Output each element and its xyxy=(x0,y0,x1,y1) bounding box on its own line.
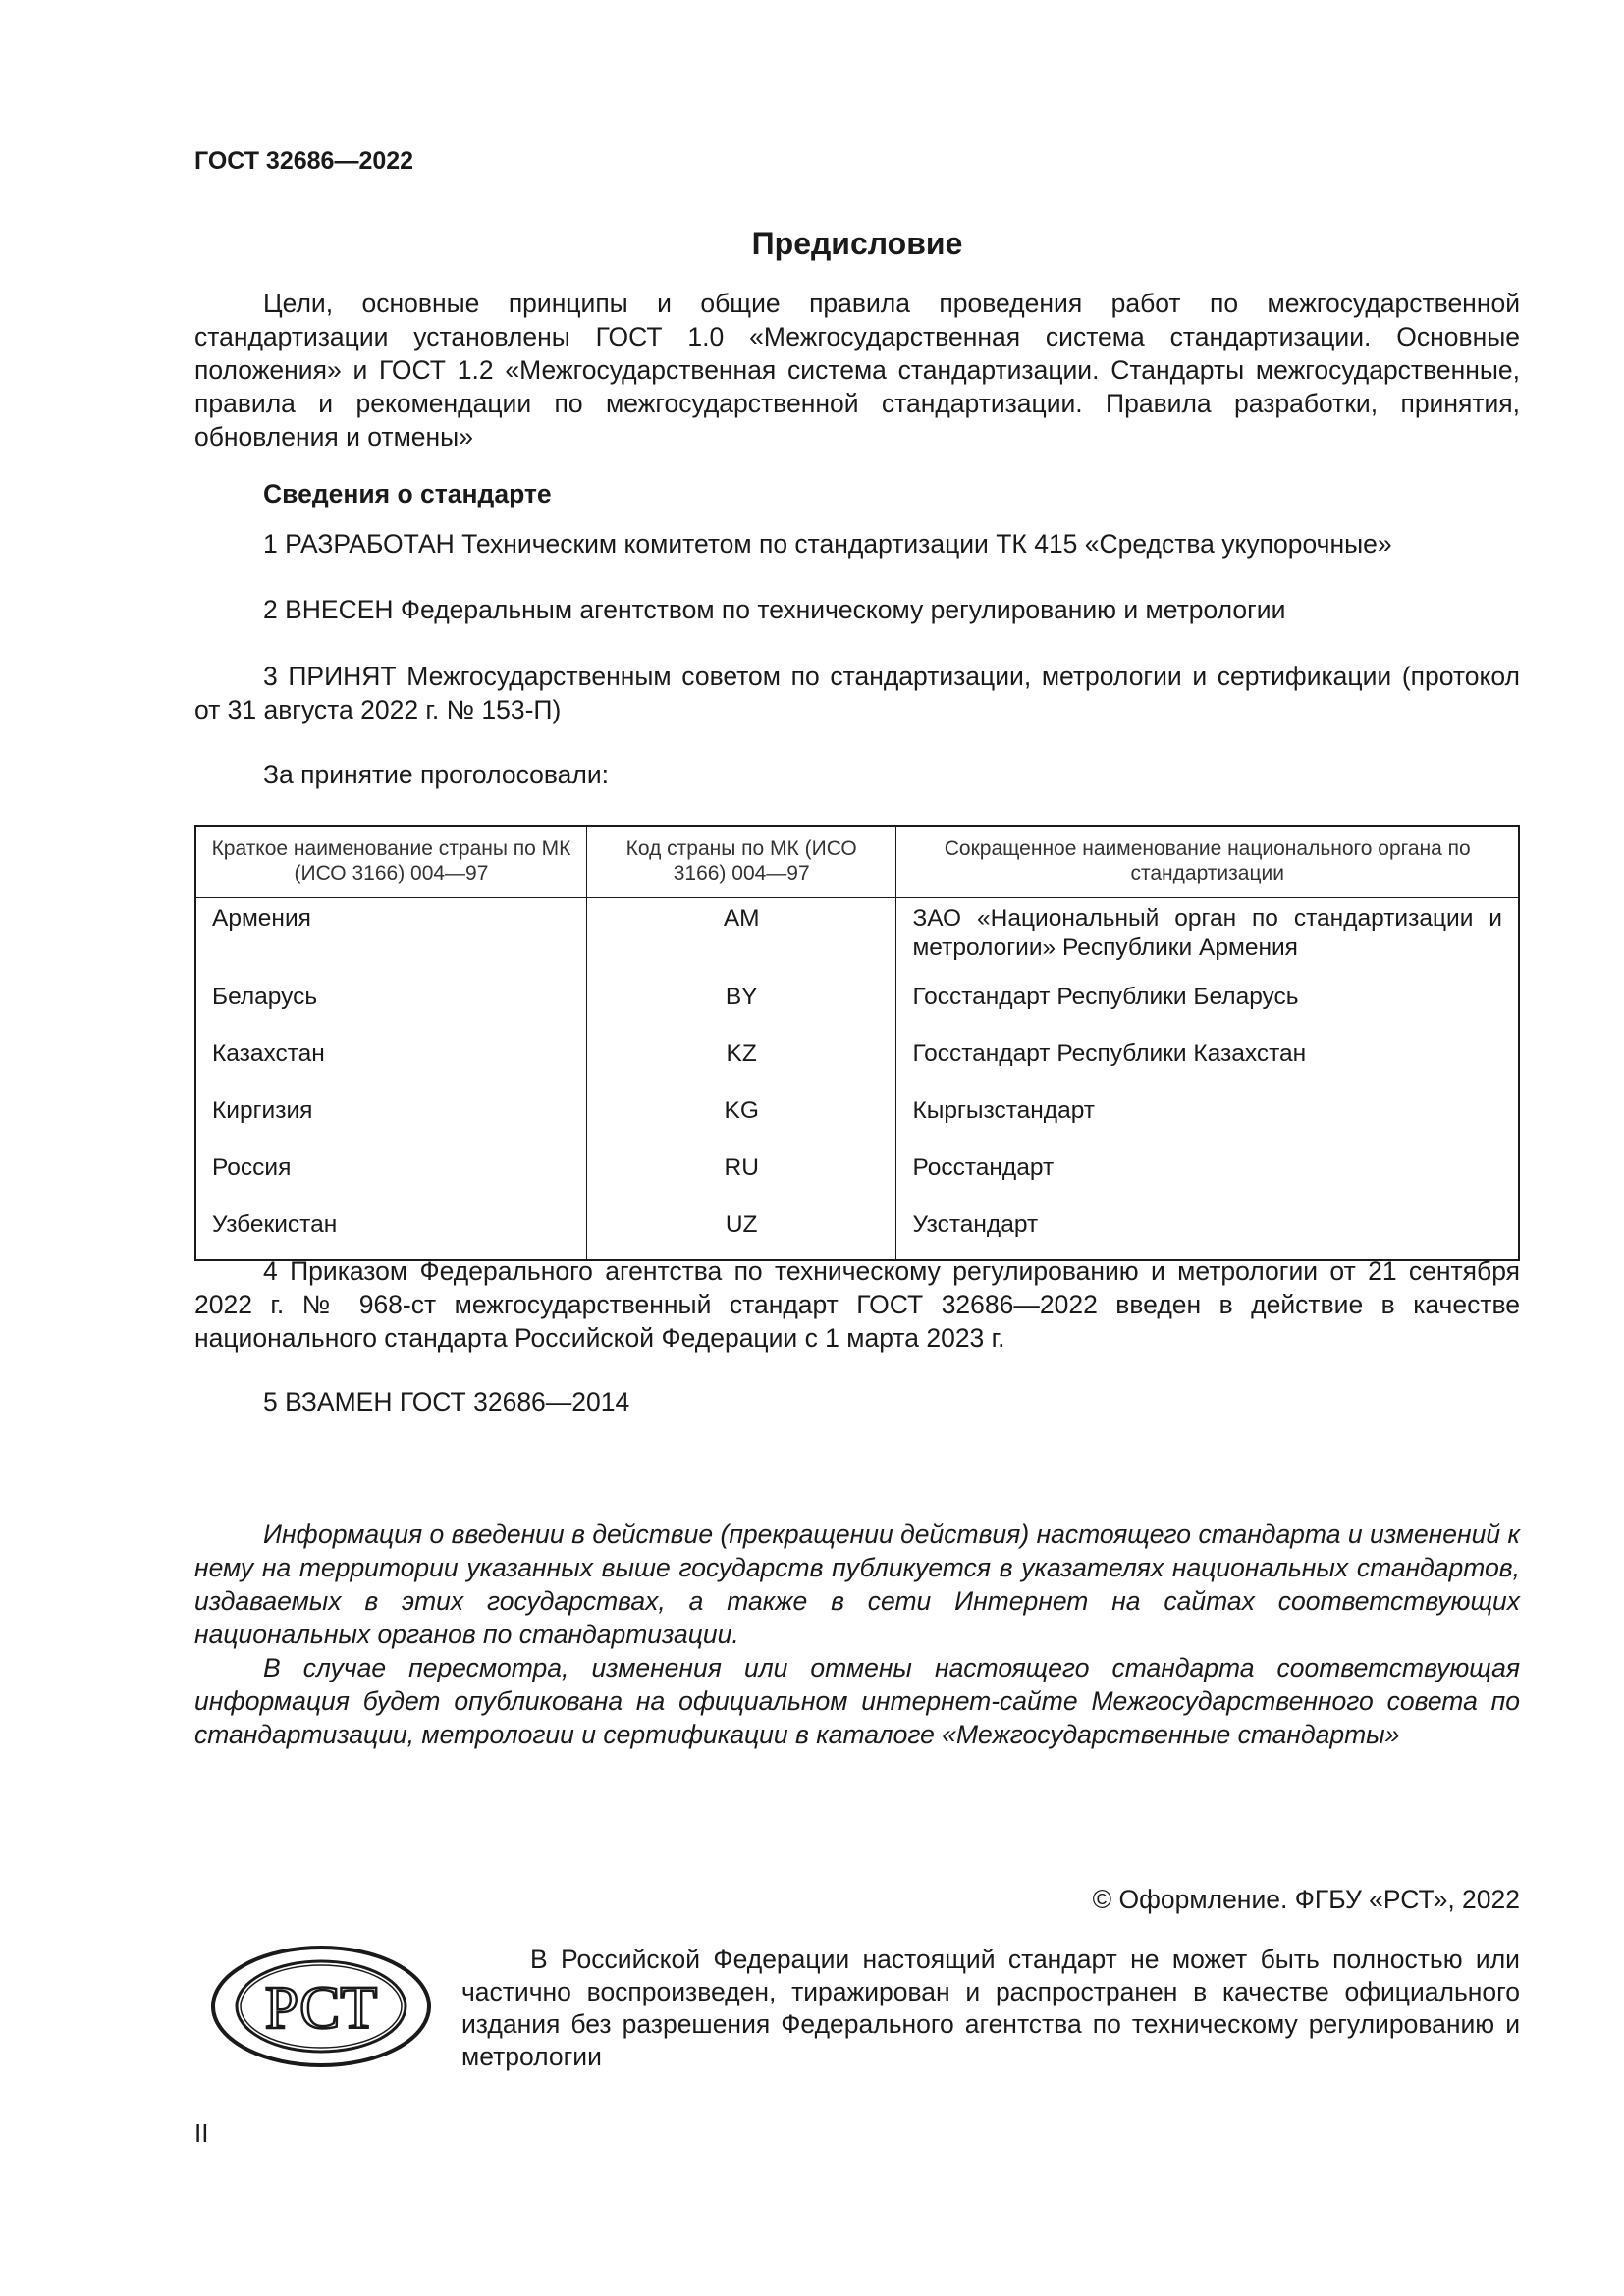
table-row xyxy=(195,1202,1519,1260)
header-country: Краткое наименование страны по МК (ИСО 3166) 004—97 xyxy=(195,826,586,898)
body-cell: ЗАО «Национальный орган по стандартизации и метрологии» Республики Армения xyxy=(896,898,1519,976)
body-cell: Госстандарт Республики Беларусь xyxy=(896,975,1519,1032)
copyright-line: © Оформление. ФГБУ «РСТ», 2022 xyxy=(1092,1885,1520,1914)
page-number: II xyxy=(194,2118,209,2148)
table-row xyxy=(195,1089,1519,1146)
country-cell: Киргизия xyxy=(195,1089,586,1146)
notice-paragraph-2: В случае пересмотра, изменения или отмены настоящего стандарта соответствующая информация будет опубликована на официальном интернет-сайте Межгосударственного совета по стандартизации, метрологии и сертификации в каталоге «Межгосударственные стандарты» xyxy=(194,1653,1520,1749)
header-code: Код страны по МК (ИСО 3166) 004—97 xyxy=(586,826,895,898)
code-cell: KG xyxy=(586,1089,895,1146)
intro-paragraph: Цели, основные принципы и общие правила проведения работ по межгосударственной стандартизации установлены ГОСТ 1.0 «Межгосударственная система стандартизации. Основные положения» и ГОСТ 1.2 «Межгосударственная система стандартизации. Стандарты межгосударственные, правила и рекомендации по межгосударственной стандартизации. Правила разработки, принятия, обновления и отмены» xyxy=(194,289,1520,452)
code-cell: UZ xyxy=(586,1202,895,1260)
body-cell: Кыргызстандарт xyxy=(896,1089,1519,1146)
item-replaces: 5 ВЗАМЕН ГОСТ 32686—2014 xyxy=(263,1387,630,1416)
table-row xyxy=(195,898,1519,976)
code-cell: AM xyxy=(586,898,895,976)
country-cell: Армения xyxy=(195,898,586,976)
body-cell: Росстандарт xyxy=(896,1146,1519,1202)
body-cell: Узстандарт xyxy=(896,1202,1519,1260)
item-order: 4 Приказом Федерального агентства по техническому регулированию и метрологии от 21 сентября 2022 г. № 968-ст межгосударственный стандарт ГОСТ 32686—2022 введен в действие в качестве национального стандарта Российской Федерации с 1 марта 2023 г. xyxy=(194,1256,1520,1353)
country-cell: Россия xyxy=(195,1146,586,1202)
code-cell: RU xyxy=(586,1146,895,1202)
item-developed: 1 РАЗРАБОТАН Техническим комитетом по стандартизации ТК 415 «Средства укупорочные» xyxy=(263,529,1392,559)
country-cell: Узбекистан xyxy=(195,1202,586,1260)
rights-notice: В Российской Федерации настоящий стандарт не может быть полностью или частично воспроизведен, тиражирован и распространен в качестве официального издания без разрешения Федерального агентства по техническому регулированию и метрологии xyxy=(461,1945,1520,2071)
rst-logo-icon xyxy=(208,1942,434,2076)
table-header-row xyxy=(195,826,1519,898)
header-body: Сокращенное наименование национального органа по стандартизации xyxy=(896,826,1519,898)
table-row xyxy=(195,1146,1519,1202)
country-cell: Беларусь xyxy=(195,975,586,1032)
code-cell: KZ xyxy=(586,1032,895,1089)
body-cell: Госстандарт Республики Казахстан xyxy=(896,1032,1519,1089)
page-title: Предисловие xyxy=(751,226,963,261)
item-introduced: 2 ВНЕСЕН Федеральным агентством по техническому регулированию и метрологии xyxy=(263,595,1286,624)
logo-text: РСТ xyxy=(264,1975,378,2042)
table-row xyxy=(195,975,1519,1032)
info-heading: Сведения о стандарте xyxy=(263,479,552,508)
notice-paragraph-1: Информация о введении в действие (прекращении действия) настоящего стандарта и изменений к нему на территории указанных выше государств публикуется в указателях национальных стандартов, издаваемых в этих государствах, а также в сети Интернет на сайтах соответствующих национальных органов по стандартизации. xyxy=(194,1520,1520,1649)
table-row xyxy=(195,1032,1519,1089)
code-cell: BY xyxy=(586,975,895,1032)
voted-label: За принятие проголосовали: xyxy=(263,760,610,789)
country-cell: Казахстан xyxy=(195,1032,586,1089)
voting-table xyxy=(194,825,1520,1261)
item-adopted: 3 ПРИНЯТ Межгосударственным советом по стандартизации, метрологии и сертификации (протокол от 31 августа 2022 г. № 153-П) xyxy=(194,662,1520,724)
document-code: ГОСТ 32686—2022 xyxy=(194,147,414,175)
